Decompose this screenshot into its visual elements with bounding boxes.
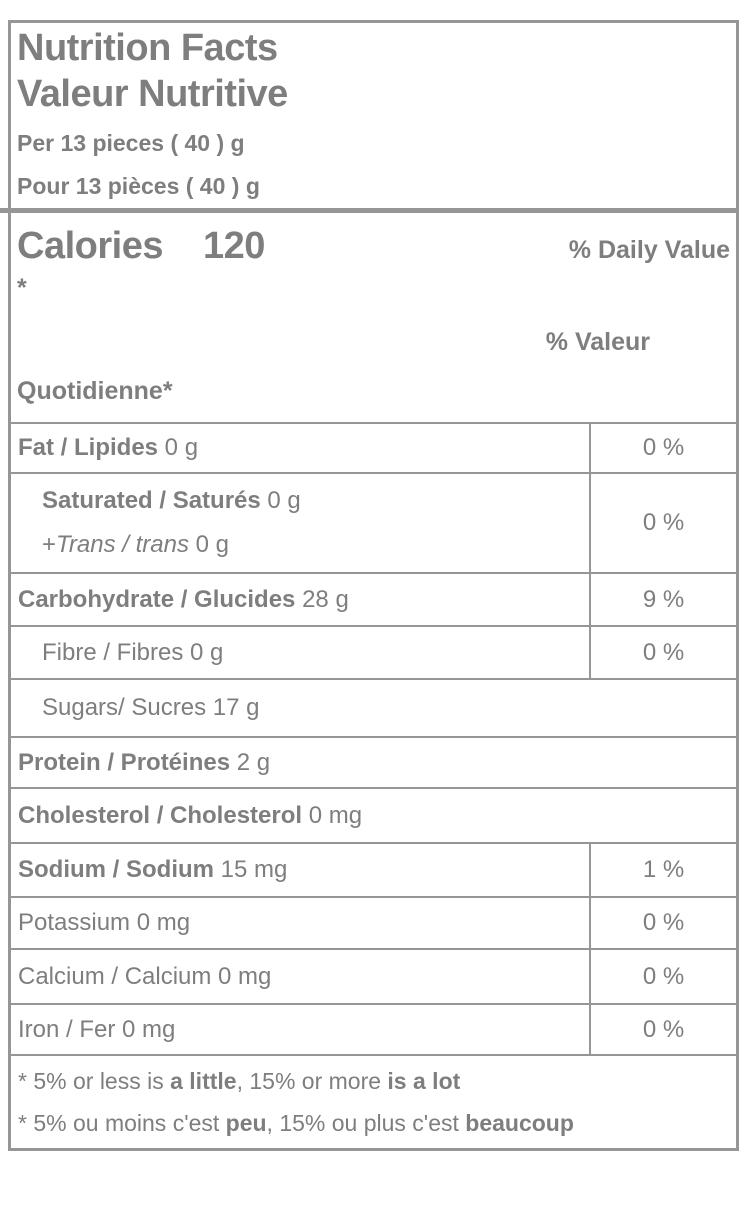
daily-value-header-english: % Daily Value [568,236,730,264]
text-segment: beaucoup [465,1110,574,1136]
nutrient-row-fibre [11,625,736,678]
text-segment: Protein / Protéines [18,748,231,776]
daily-value-percent-cell: 0 % [589,627,736,678]
text-segment: 0 mg [302,801,363,829]
nutrient-row-cholesterol [11,787,736,842]
calories-section [11,213,736,422]
text-line [18,1067,732,1095]
text-segment: Potassium 0 mg [18,909,191,936]
daily-value-asterisk: * [17,274,27,302]
footnotes-section [11,1054,736,1148]
text-line [18,906,589,940]
daily-value-percent-cell: 9 % [589,574,736,625]
daily-value-percent-cell: 0 % [589,424,736,472]
text-segment: + [42,531,57,558]
daily-value-header-french-line1: % Valeur [545,328,650,356]
text-segment: 0 g [188,531,229,558]
daily-value-percent-cell: 1 % [589,844,736,896]
text-segment: a little [170,1068,237,1094]
text-segment: Cholesterol / Cholesterol [18,801,303,829]
text-segment: 15 mg [214,856,288,883]
nutrient-row-potassium [11,896,736,948]
nutrient-rows [11,422,736,1054]
nutrient-row-sugars [11,678,736,736]
text-segment: Fat / Lipides [18,434,159,461]
daily-value-percent-cell: 0 % [589,898,736,948]
text-line [18,691,736,725]
nutrient-row-sodium [11,842,736,896]
nutrient-label-cell [11,627,589,678]
nutrition-facts-label [8,20,739,1151]
title-english: Nutrition Facts [17,27,278,69]
nutrient-label-cell [11,738,736,787]
nutrient-label-cell [11,898,589,948]
daily-value-percent-cell: 0 % [589,1005,736,1054]
calories-value: 120 [202,225,265,267]
text-line [18,853,589,887]
nutrient-label-cell [11,844,589,896]
text-line [18,636,589,670]
text-segment: Calcium / Calcium 0 mg [18,962,272,990]
text-segment: * 5% ou moins c'est [18,1110,226,1136]
text-line [18,960,589,994]
serving-size-french: Pour 13 pièces ( 40 ) g [17,173,260,199]
nutrient-label-cell [11,424,589,472]
text-segment: Iron / Fer 0 mg [18,1015,176,1043]
text-segment: 28 g [295,585,349,613]
text-segment: is a lot [387,1068,461,1094]
text-segment: 2 g [230,748,271,776]
text-line [18,1109,732,1137]
calories-label: Calories [17,225,163,267]
nutrient-row-calcium [11,948,736,1003]
text-segment: , 15% or more [236,1068,388,1094]
text-segment: Trans / trans [56,531,189,558]
nutrient-label-cell [11,680,736,736]
nutrient-row-saturated-trans [11,472,736,572]
text-segment: 0 g [260,487,301,514]
text-line [18,799,736,833]
serving-size-english: Per 13 pieces ( 40 ) g [17,130,245,156]
calories-line [17,223,265,269]
label-header [11,23,736,208]
text-line [18,479,589,523]
nutrient-row-carbohydrate [11,572,736,625]
text-segment: Carbohydrate / Glucides [18,585,296,613]
text-segment: Saturated / Saturés [42,487,261,514]
text-segment: Sodium / Sodium [18,856,214,883]
text-segment: 0 g [158,434,199,461]
title-french: Valeur Nutritive [17,73,288,115]
nutrient-row-iron [11,1003,736,1054]
text-segment: Fibre / Fibres 0 g [42,638,224,666]
nutrient-label-cell [11,574,589,625]
calories-row [17,223,732,269]
text-segment: , 15% ou plus c'est [266,1110,466,1136]
daily-value-header-french-line2: Quotidienne* [17,377,173,405]
text-line [18,431,589,465]
nutrient-label-cell [11,1005,589,1054]
daily-value-percent-cell: 0 % [589,950,736,1003]
nutrient-row-protein [11,736,736,787]
daily-value-percent-cell: 0 % [589,474,736,572]
text-line [18,746,736,780]
text-line [18,523,589,567]
text-segment: * 5% or less is [18,1068,171,1094]
text-segment: peu [225,1110,267,1136]
nutrient-label-cell [11,789,736,842]
text-line [18,1013,589,1047]
nutrient-label-cell [11,474,589,572]
text-line [18,583,589,617]
text-segment: Sugars/ Sucres 17 g [42,694,260,721]
nutrient-label-cell [11,950,589,1003]
nutrient-row-fat [11,422,736,472]
